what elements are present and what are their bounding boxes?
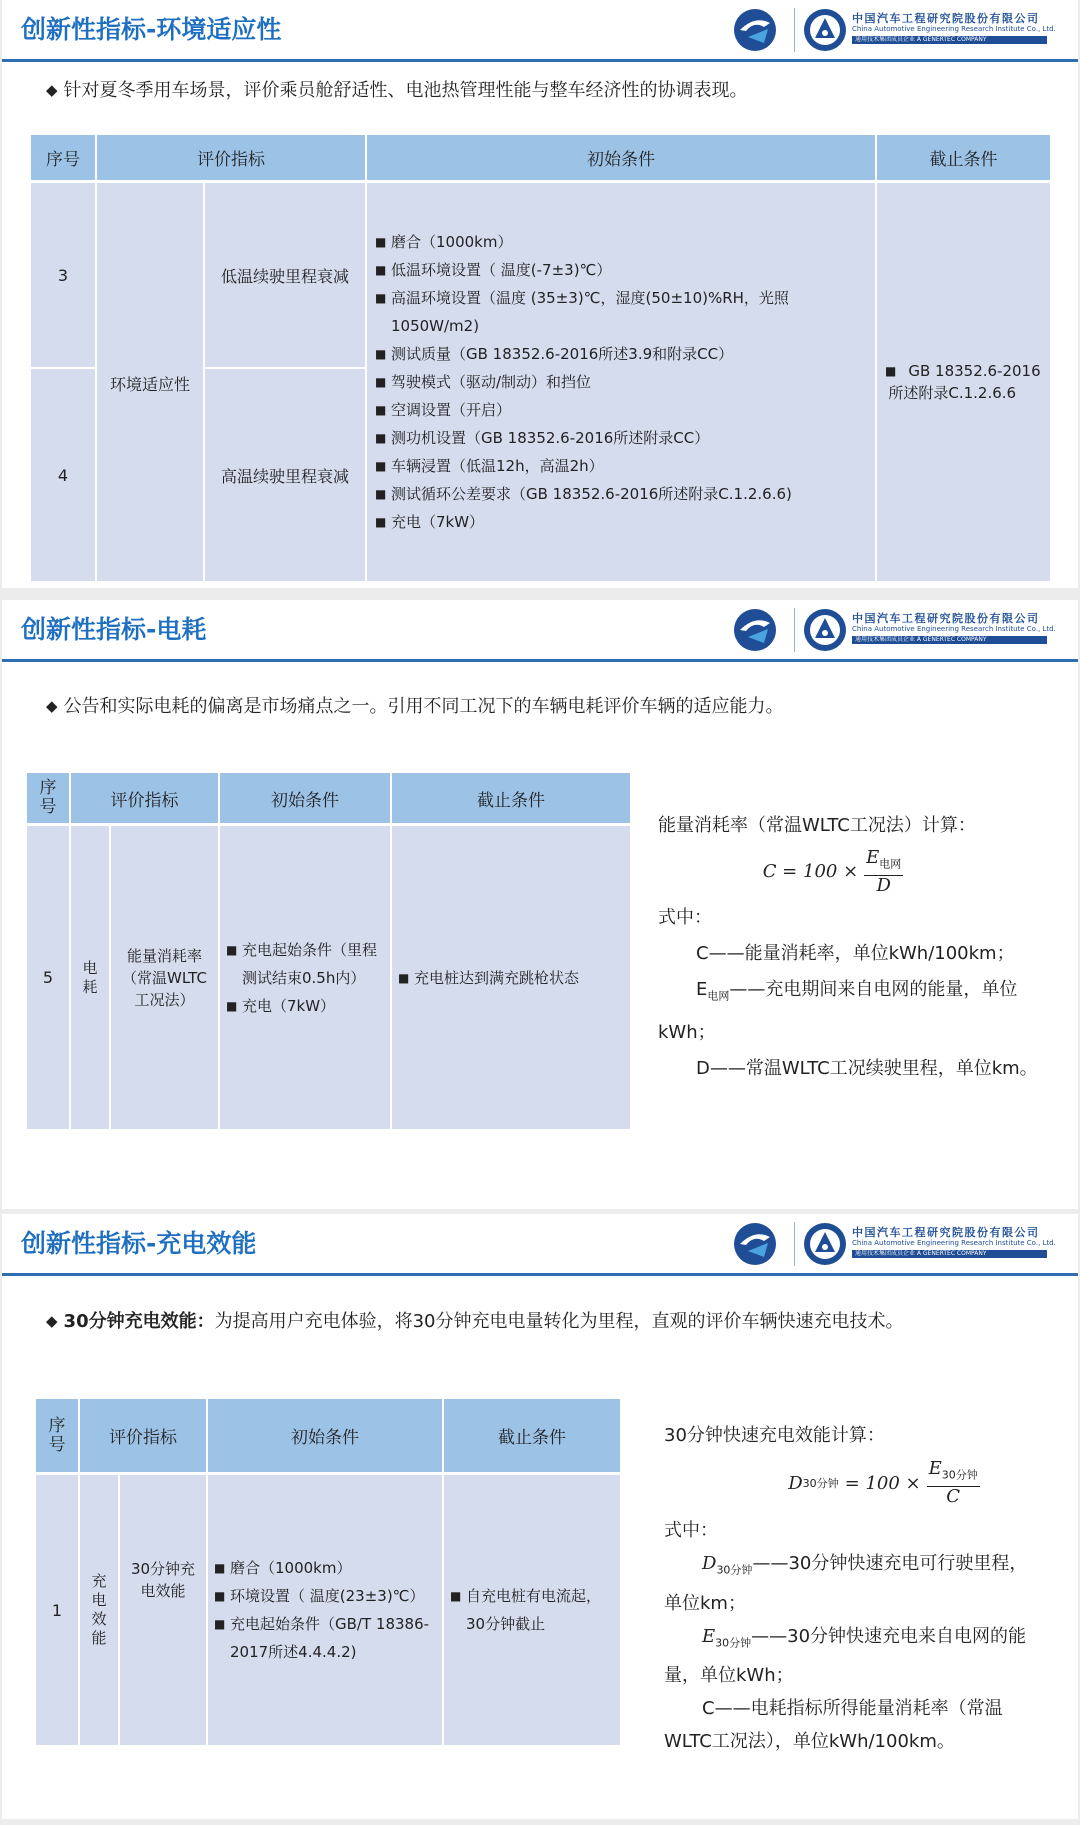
formula-block — [658, 808, 1068, 1087]
list-item: ■ 低温环境设置（ 温度(-7±3)℃） — [375, 256, 792, 284]
definition-text: ——30分钟快速充电可行驶里程， — [752, 1553, 1028, 1574]
definition-text: ——30分钟快速充电来自电网的能 — [751, 1625, 1027, 1647]
formula-subscript: 30分钟 — [941, 1468, 978, 1482]
definition-e — [658, 972, 1068, 1015]
category-cell — [78, 1475, 118, 1745]
slide-summary — [46, 76, 748, 102]
cgt-logo-icon — [730, 1221, 780, 1267]
col-header-no-line: 序 — [48, 1415, 66, 1436]
row-no-3: 3 — [31, 183, 95, 369]
org-tagline: 通用技术集团成员企业 A GENERTEC COMPANY — [852, 636, 1047, 644]
formula-mid: = 100 × — [844, 1472, 921, 1494]
formula-denominator: D — [876, 874, 891, 896]
formula-denominator: C — [946, 1485, 961, 1507]
col-header-no — [36, 1399, 78, 1472]
index-cell — [109, 826, 218, 1129]
org-tagline: 通用技术集团成员企业 A GENERTEC COMPANY — [852, 1250, 1047, 1258]
formula-fraction — [864, 848, 903, 896]
formula-numerator — [927, 1459, 980, 1487]
init-conditions-cell — [218, 826, 390, 1129]
list-item: ■ 驾驶模式（驱动/制动）和挡位 — [375, 368, 792, 396]
end-condition-list — [398, 964, 579, 992]
definition-e — [664, 1620, 1074, 1660]
col-header-end: 截止条件 — [442, 1399, 620, 1472]
sub-index-low-temp: 低温续驶里程衰减 — [203, 183, 365, 369]
row-no-4: 4 — [31, 369, 95, 581]
end-condition-line: GB 18352.6-2016 — [908, 362, 1041, 380]
slide-header — [2, 1214, 1078, 1276]
init-conditions-cell — [206, 1475, 442, 1745]
org-name-cn: 中国汽车工程研究院股份有限公司 — [852, 1226, 1040, 1239]
logo-area — [730, 5, 1070, 55]
list-item — [375, 284, 792, 340]
formula-lhs: C = 100 × — [762, 861, 859, 882]
formula-symbol: E — [866, 847, 880, 869]
definition-d — [664, 1547, 1074, 1587]
slide-header — [2, 600, 1078, 662]
list-item-text-cont: 2017所述4.4.4.2) — [230, 1643, 357, 1661]
list-item: ■ 充电（7kW） — [375, 508, 792, 536]
formula-subscript: 电网 — [879, 857, 902, 871]
definition-c: C——能量消耗率，单位kWh/100km； — [696, 943, 1015, 964]
formula-numerator — [864, 848, 903, 876]
list-item — [226, 936, 377, 992]
definition-c-cont: WLTC工况法），单位kWh/100km。 — [664, 1731, 955, 1753]
list-item: ■ 磨合（1000km） — [375, 228, 792, 256]
diamond-bullet-icon: ◆ — [46, 81, 58, 99]
list-item: ■ 充电桩达到满充跳枪状态 — [398, 964, 579, 992]
definition-d: D——常温WLTC工况续驶里程，单位km。 — [696, 1057, 1038, 1079]
definition-symbol: D — [702, 1553, 717, 1574]
index-line: 电效能 — [140, 1582, 186, 1600]
diamond-bullet-icon: ◆ — [46, 697, 58, 715]
definition-text: ——充电期间来自电网的能量，单位 — [729, 979, 1018, 1000]
formula-lhs: D — [788, 1472, 803, 1494]
summary-text: 公告和实际电耗的偏离是市场痛点之一。引用不同工况下的车辆电耗评价车辆的适应能力。 — [63, 696, 784, 717]
definition-c: C——电耗指标所得能量消耗率（常温 — [702, 1698, 1003, 1720]
cgt-logo-icon — [730, 607, 780, 653]
definition-subscript: 30分钟 — [715, 1636, 752, 1650]
logo-area — [730, 605, 1070, 655]
col-header-index: 评价指标 — [95, 135, 365, 180]
list-item: ■ 车辆浸置（低温12h，高温2h） — [375, 452, 792, 480]
slide-title: 创新性指标-充电效能 — [21, 1229, 257, 1258]
slide-environment-adaptability — [2, 0, 1078, 588]
definition-subscript: 电网 — [707, 989, 730, 1003]
list-item-text-cont: 1050W/m2) — [391, 317, 480, 335]
slide-energy-consumption — [2, 600, 1078, 1209]
summary-bold: 30分钟充电效能： — [63, 1311, 215, 1332]
col-header-end: 截止条件 — [390, 773, 630, 823]
slide-summary — [46, 692, 784, 718]
list-item-text-cont: 30分钟截止 — [466, 1615, 546, 1633]
summary-text: 针对夏冬季用车场景，评价乘员舱舒适性、电池热管理性能与整车经济性的协调表现。 — [63, 80, 748, 101]
list-item: ■ 空调设置（开启） — [375, 396, 792, 424]
end-condition-list — [450, 1582, 601, 1638]
col-header-end: 截止条件 — [875, 135, 1050, 180]
list-item: ■ 测试循环公差要求（GB 18352.6-2016所述附录C.1.2.6.6) — [375, 480, 792, 508]
formula-subscript: 30分钟 — [802, 1476, 839, 1490]
init-conditions-cell — [365, 183, 875, 581]
list-item-text: 自充电桩有电流起， — [466, 1587, 602, 1605]
col-header-no-line: 序 — [39, 778, 57, 798]
definition-symbol: E — [696, 979, 708, 1000]
col-header-init: 初始条件 — [365, 135, 875, 180]
col-header-no-line: 号 — [39, 797, 57, 817]
list-item: ■ 磨合（1000km） — [214, 1554, 429, 1582]
slide-summary — [46, 1307, 904, 1333]
list-item-text-cont: 测试结束0.5h内） — [242, 968, 366, 987]
category-cell — [69, 826, 109, 1129]
slide-charging-efficiency — [2, 1214, 1078, 1819]
formula-fraction — [927, 1459, 980, 1507]
square-bullet-icon: ■ — [885, 364, 897, 378]
end-condition-line: 所述附录C.1.2.6.6 — [888, 384, 1017, 402]
end-condition-cell — [390, 826, 630, 1129]
formula-equation — [658, 844, 1068, 900]
definition-d-cont: 单位km； — [664, 1592, 746, 1614]
caeri-seal-icon — [802, 1221, 848, 1267]
row-no-1: 1 — [36, 1475, 78, 1745]
col-header-no: 序号 — [31, 135, 95, 180]
formula-equation — [664, 1452, 1074, 1514]
end-condition-cell — [875, 183, 1050, 581]
logo-divider — [794, 608, 795, 652]
list-item: ■ 环境设置（ 温度(23±3)℃） — [214, 1582, 429, 1610]
list-item — [450, 1582, 601, 1638]
logo-divider — [794, 8, 795, 52]
formula-where: 式中： — [664, 1520, 718, 1541]
category-char: 电 — [82, 958, 98, 977]
row-no-5: 5 — [27, 826, 69, 1129]
index-line: 30分钟充 — [130, 1560, 196, 1578]
org-name-cn: 中国汽车工程研究院股份有限公司 — [852, 612, 1040, 625]
formula-title: 能量消耗率（常温WLTC工况法）计算： — [658, 815, 976, 836]
logo-area — [730, 1219, 1070, 1269]
init-conditions-list — [214, 1554, 429, 1666]
list-item — [214, 1610, 429, 1666]
end-condition-cell — [442, 1475, 620, 1745]
list-item: ■ 测试质量（GB 18352.6-2016所述3.9和附录CC） — [375, 340, 792, 368]
end-condition-text — [885, 360, 1041, 404]
col-header-index: 评价指标 — [78, 1399, 206, 1472]
logo-divider — [794, 1222, 795, 1266]
end-condition-lines — [888, 360, 1041, 404]
category-char: 充 — [91, 1572, 107, 1590]
org-name-en: China Automotive Engineering Research Institute Co., Ltd. — [852, 1239, 1056, 1247]
init-conditions-list — [375, 228, 792, 536]
category-char: 能 — [91, 1629, 107, 1647]
definition-e-cont: kWh； — [658, 1021, 716, 1043]
category-char: 电 — [91, 1591, 107, 1609]
org-name-en: China Automotive Engineering Research Institute Co., Ltd. — [852, 625, 1056, 633]
col-header-index: 评价指标 — [69, 773, 218, 823]
org-name-en: China Automotive Engineering Research Institute Co., Ltd. — [852, 25, 1056, 33]
definition-symbol: E — [702, 1625, 716, 1647]
list-item-text: 高温环境设置（温度 (35±3)℃，湿度(50±10)%RH，光照 — [391, 289, 789, 307]
formula-title: 30分钟快速充电效能计算： — [664, 1425, 885, 1446]
summary-text: 为提高用户充电体验，将30分钟充电电量转化为里程，直观的评价车辆快速充电技术。 — [214, 1311, 904, 1332]
slide-header — [2, 0, 1078, 62]
col-header-init: 初始条件 — [206, 1399, 442, 1472]
init-conditions-list — [226, 936, 377, 1020]
index-cell — [118, 1475, 206, 1745]
formula-symbol: E — [928, 1458, 942, 1480]
category-char: 效 — [91, 1610, 107, 1628]
index-line: （常温WLTC — [122, 968, 207, 987]
col-header-no-line: 号 — [48, 1434, 66, 1455]
category-char: 耗 — [82, 977, 98, 996]
col-header-no — [27, 773, 69, 823]
list-item: ■ 测功机设置（GB 18352.6-2016所述附录CC） — [375, 424, 792, 452]
category-cell: 环境适应性 — [95, 183, 203, 581]
index-line: 能量消耗率 — [126, 946, 202, 965]
index-line: 工况法） — [134, 990, 195, 1009]
caeri-seal-icon — [802, 607, 848, 653]
slide-title: 创新性指标-电耗 — [21, 615, 207, 644]
list-item: ■ 充电（7kW） — [226, 992, 377, 1020]
slide-title: 创新性指标-环境适应性 — [21, 15, 282, 44]
cgt-logo-icon — [730, 7, 780, 53]
list-item-text: 充电起始条件（GB/T 18386- — [230, 1615, 430, 1633]
caeri-seal-icon — [802, 7, 848, 53]
list-item-text: 充电起始条件（里程 — [242, 940, 378, 959]
formula-block — [664, 1419, 1074, 1758]
diamond-bullet-icon: ◆ — [46, 1312, 58, 1330]
definition-subscript: 30分钟 — [716, 1563, 753, 1577]
definition-e-cont: 量，单位kWh； — [664, 1665, 794, 1687]
org-tagline: 通用技术集团成员企业 A GENERTEC COMPANY — [852, 36, 1047, 44]
sub-index-high-temp: 高温续驶里程衰减 — [203, 369, 365, 581]
col-header-init: 初始条件 — [218, 773, 390, 823]
formula-where: 式中： — [658, 907, 712, 928]
org-name-cn: 中国汽车工程研究院股份有限公司 — [852, 12, 1040, 25]
